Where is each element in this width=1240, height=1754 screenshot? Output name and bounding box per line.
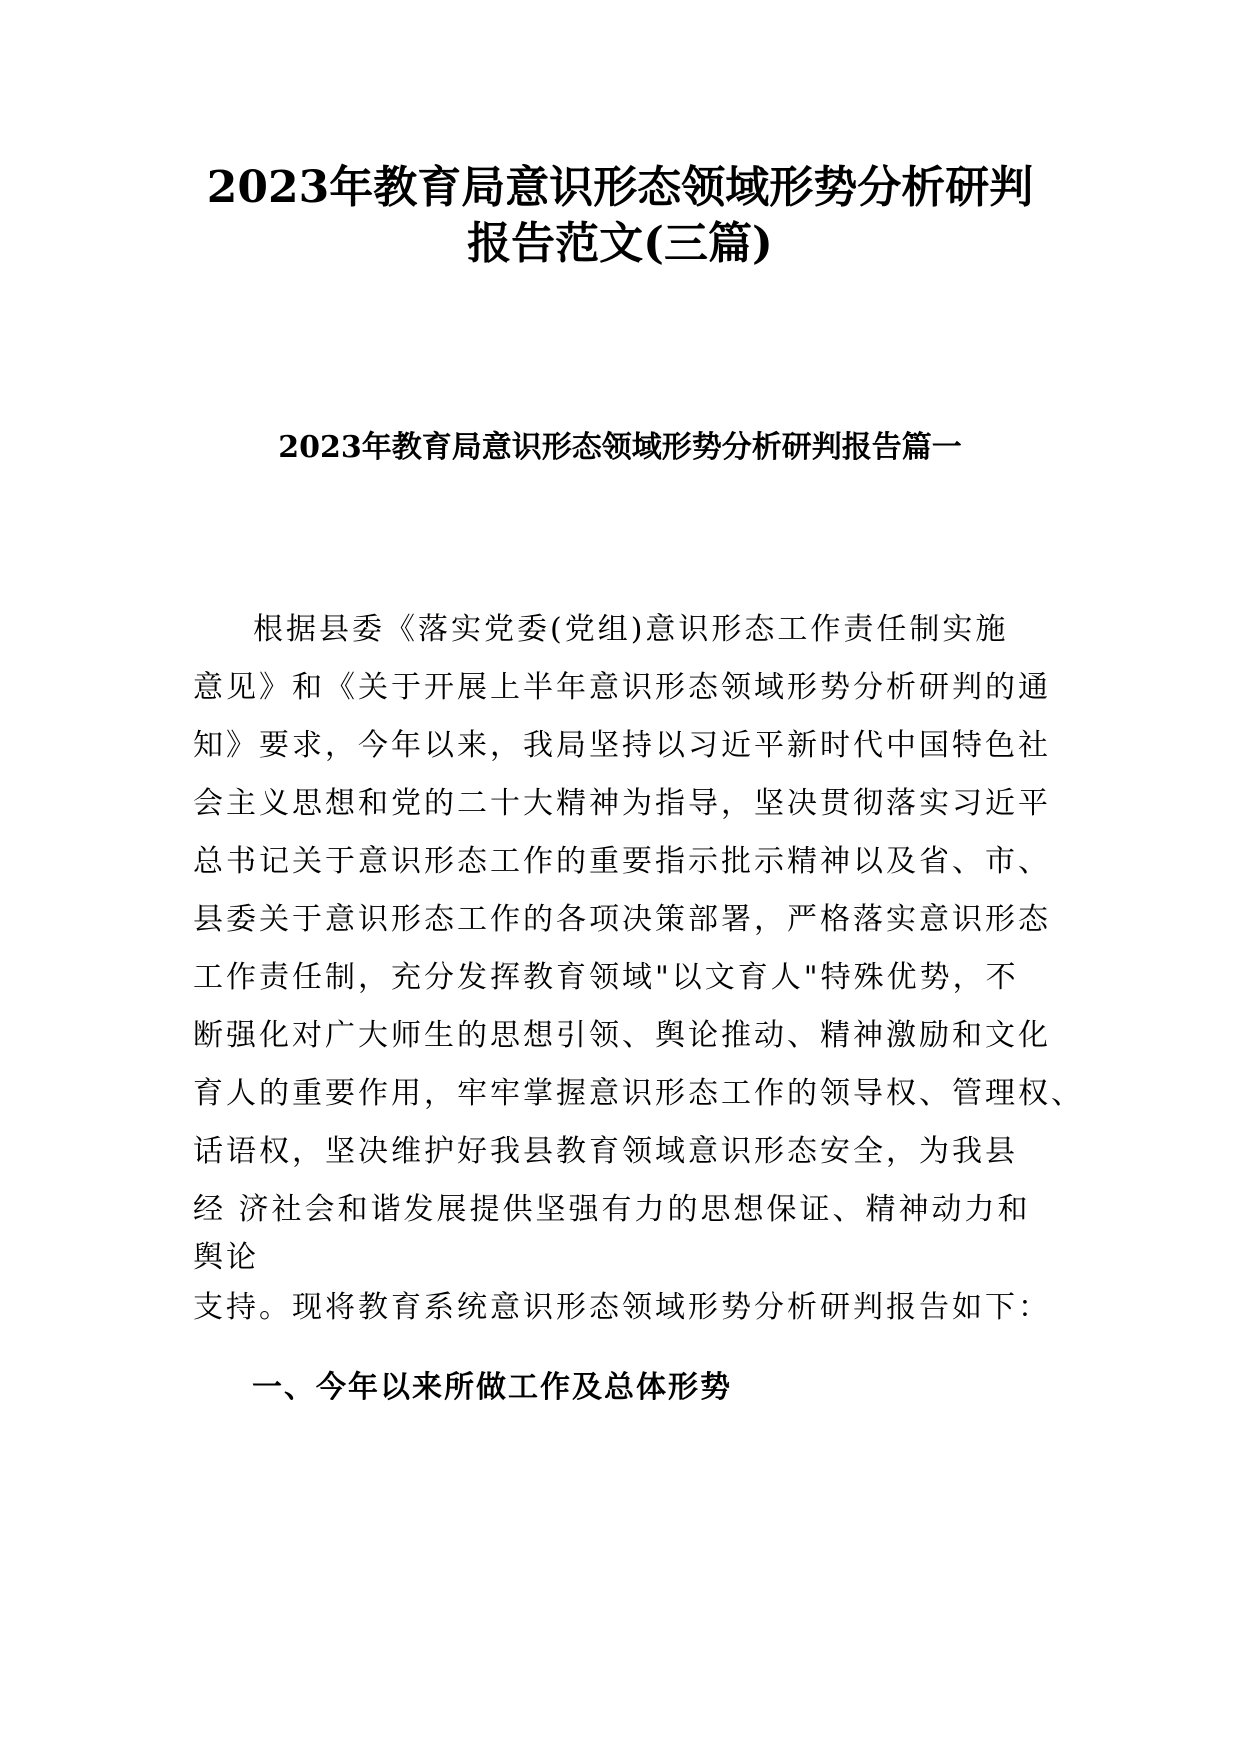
paragraph-line: 根据县委《落实党委(党组)意识形态工作责任制实施 <box>253 612 1009 647</box>
paragraph-line: 知》要求，今年以来，我局坚持以习近平新时代中国特色社 <box>193 728 1051 763</box>
paragraph-line: 工作责任制，充分发挥教育领域"以文育人"特殊优势，不 <box>193 960 1019 995</box>
paragraph-line: 育人的重要作用，牢牢掌握意识形态工作的领导权、管理权、 <box>193 1076 1084 1111</box>
paragraph-line: 舆论 <box>193 1240 259 1275</box>
paragraph-line: 县委关于意识形态工作的各项决策部署，严格落实意识形态 <box>193 902 1051 937</box>
section-heading: 一、今年以来所做工作及总体形势 <box>252 1370 732 1405</box>
paragraph-line: 意见》和《关于开展上半年意识形态领域形势分析研判的通 <box>193 670 1051 705</box>
paragraph-line: 总书记关于意识形态工作的重要指示批示精神以及省、市、 <box>193 844 1051 879</box>
document-subtitle: 2023年教育局意识形态领域形势分析研判报告篇一 <box>278 430 962 465</box>
paragraph-line: 会主义思想和党的二十大精神为指导，坚决贯彻落实习近平 <box>193 786 1051 821</box>
paragraph-line: 断强化对广大师生的思想引领、舆论推动、精神激励和文化 <box>193 1018 1051 1053</box>
paragraph-line: 话语权，坚决维护好我县教育领域意识形态安全，为我县 <box>193 1134 1018 1169</box>
document-title-line-2: 报告范文(三篇) <box>467 218 773 269</box>
paragraph-line: 支持。现将教育系统意识形态领域形势分析研判报告如下： <box>193 1290 1051 1325</box>
document-title-line-1: 2023年教育局意识形态领域形势分析研判 <box>206 162 1034 213</box>
paragraph-line: 经 济社会和谐发展提供坚强有力的思想保证、精神动力和 <box>193 1192 1031 1227</box>
